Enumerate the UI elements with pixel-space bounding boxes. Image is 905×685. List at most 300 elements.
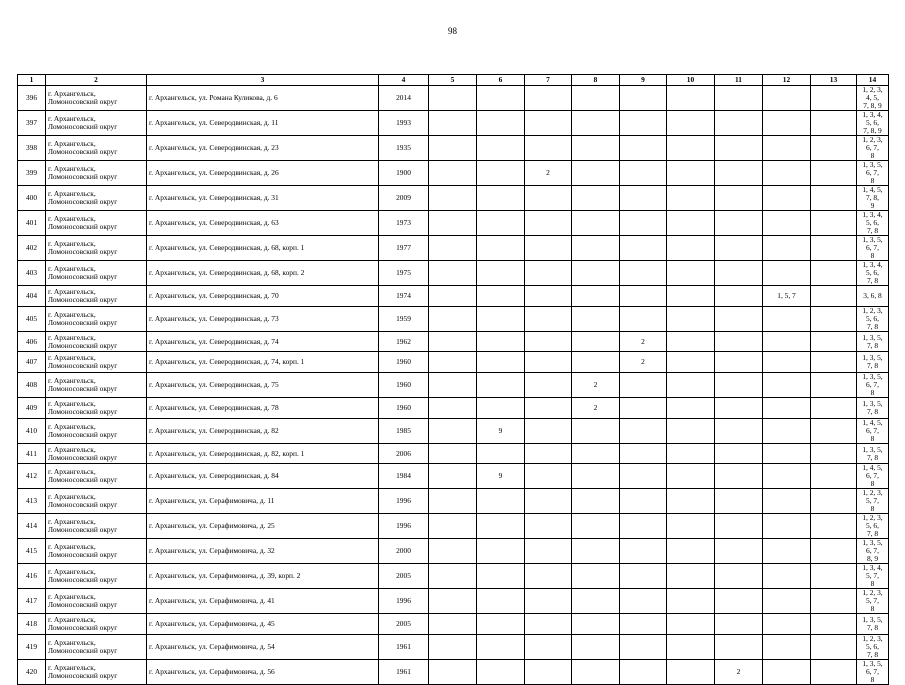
address-cell-text: г. Архангельск, ул. Серафимовича, д. 54	[149, 642, 275, 652]
row-number-cell-text: 415	[25, 546, 38, 556]
address-cell	[147, 373, 379, 398]
address-cell-text: г. Архангельск, ул. Северодвинская, д. 23	[149, 143, 279, 152]
col-14-cell	[857, 236, 889, 261]
col-11-cell	[715, 514, 763, 539]
address-cell	[147, 398, 379, 419]
row-number-cell-text: 399	[25, 168, 38, 177]
col-7-cell	[525, 660, 572, 685]
col-5-cell	[429, 236, 477, 261]
col-13-cell	[811, 614, 857, 635]
col-9-cell	[620, 564, 667, 589]
district-cell	[46, 306, 147, 331]
col-10-cell	[667, 564, 715, 589]
address-cell-text: г. Архангельск, ул. Северодвинская, д. 75	[149, 380, 279, 390]
district-cell	[46, 514, 147, 539]
col-11-cell	[715, 211, 763, 236]
col-8-cell-text: 2	[593, 402, 598, 412]
col-7-cell	[525, 373, 572, 398]
col-6-cell-text: 9	[498, 471, 503, 481]
row-number-cell	[18, 136, 46, 161]
col-13-cell	[811, 464, 857, 489]
col-6-cell	[477, 236, 525, 261]
col-12-cell	[763, 331, 811, 352]
year-cell	[379, 211, 429, 236]
col-9-cell-text: 2	[641, 336, 645, 346]
address-cell-text: г. Архангельск, ул. Серафимовича, д. 45	[149, 619, 275, 629]
row-number-cell-text: 403	[25, 268, 38, 277]
table-row	[18, 261, 889, 286]
row-number-cell	[18, 86, 46, 111]
col-5-cell	[429, 564, 477, 589]
col-6-cell	[477, 464, 525, 489]
col-10-cell	[667, 443, 715, 464]
district-cell-text: г. Архангельск,	[48, 444, 96, 454]
col-12-cell	[763, 161, 811, 186]
table-row	[18, 489, 889, 514]
col-11-cell	[715, 539, 763, 564]
row-number-cell-text: 405	[25, 313, 38, 323]
col-6-cell	[477, 635, 525, 660]
col-12-cell	[763, 589, 811, 614]
col-5-cell	[429, 443, 477, 464]
col-5-cell	[429, 161, 477, 186]
col-14-cell	[857, 352, 889, 373]
col-14-cell-text: 1, 3, 5, 6, 7,	[862, 659, 883, 677]
year-cell-text: 1977	[396, 243, 411, 252]
district-cell-text: г. Архангельск,	[48, 189, 96, 198]
year-cell-text: 1959	[396, 313, 411, 323]
col-13-cell	[811, 489, 857, 514]
address-cell-text: г. Архангельск, ул. Северодвинская, д. 63	[149, 218, 279, 227]
col-14-cell	[857, 635, 889, 660]
col-14-cell-text: 1, 3, 5, 7, 8	[862, 615, 883, 633]
row-number-cell	[18, 489, 46, 514]
column-header: 13	[811, 75, 857, 86]
col-8-cell	[572, 489, 620, 514]
district-cell	[46, 373, 147, 398]
col-5-cell	[429, 660, 477, 685]
district-cell	[46, 86, 147, 111]
col-7-cell	[525, 136, 572, 161]
district-cell	[46, 564, 147, 589]
district-cell-text: Ломоносовский округ	[48, 575, 118, 585]
col-8-cell	[572, 86, 620, 111]
col-9-cell	[620, 514, 667, 539]
col-14-cell-text: 7, 8	[866, 529, 879, 539]
col-14-cell	[857, 489, 889, 514]
col-10-cell	[667, 373, 715, 398]
col-11-cell	[715, 136, 763, 161]
col-14-cell-text: 7, 8	[866, 226, 879, 235]
address-cell-text: г. Архангельск, ул. Северодвинская, д. 74, корп. 1	[149, 357, 305, 367]
row-number-cell-text: 416	[25, 571, 38, 581]
address-cell	[147, 261, 379, 286]
col-6-cell	[477, 418, 525, 443]
col-9-cell	[620, 398, 667, 419]
district-cell-text: г. Архангельск,	[48, 309, 96, 319]
district-cell-text: Ломоносовский округ	[48, 122, 118, 131]
col-8-cell	[572, 660, 620, 685]
year-cell	[379, 186, 429, 211]
col-6-cell	[477, 211, 525, 236]
col-6-cell	[477, 514, 525, 539]
col-11-cell	[715, 589, 763, 614]
col-14-cell	[857, 331, 889, 352]
row-number-cell-text: 408	[25, 380, 38, 390]
column-header: 10	[667, 75, 715, 86]
col-6-cell	[477, 306, 525, 331]
address-cell	[147, 331, 379, 352]
year-cell	[379, 443, 429, 464]
col-5-cell	[429, 186, 477, 211]
col-14-cell-text: 1, 2, 3, 6, 7,	[862, 135, 883, 152]
col-10-cell	[667, 211, 715, 236]
col-10-cell	[667, 539, 715, 564]
year-cell	[379, 635, 429, 660]
col-12-cell	[763, 286, 811, 307]
col-8-cell	[572, 443, 620, 464]
col-14-cell	[857, 398, 889, 419]
col-12-cell	[763, 398, 811, 419]
table-row	[18, 398, 889, 419]
col-14-cell-text: 8	[870, 604, 875, 614]
district-cell-text: г. Архангельск,	[48, 239, 96, 248]
col-8-cell	[572, 136, 620, 161]
col-8-cell	[572, 564, 620, 589]
col-7-cell	[525, 186, 572, 211]
address-cell-text: г. Архангельск, ул. Северодвинская, д. 82, корп. 1	[149, 448, 305, 458]
col-5-cell	[429, 111, 477, 136]
col-10-cell	[667, 236, 715, 261]
col-8-cell	[572, 161, 620, 186]
year-cell-text: 1960	[396, 402, 411, 412]
year-cell-text: 1985	[396, 425, 411, 435]
col-9-cell	[620, 614, 667, 635]
col-7-cell	[525, 211, 572, 236]
column-header: 2	[46, 75, 147, 86]
row-number-cell	[18, 539, 46, 564]
col-10-cell	[667, 331, 715, 352]
col-7-cell	[525, 589, 572, 614]
page-number: 98	[448, 26, 457, 36]
address-cell	[147, 186, 379, 211]
district-cell-text: Ломоносовский округ	[48, 294, 118, 304]
col-14-cell	[857, 589, 889, 614]
district-cell	[46, 539, 147, 564]
col-13-cell	[811, 211, 857, 236]
col-5-cell	[429, 261, 477, 286]
year-cell	[379, 236, 429, 261]
address-cell	[147, 443, 379, 464]
col-13-cell	[811, 286, 857, 307]
col-13-cell	[811, 589, 857, 614]
year-cell	[379, 489, 429, 514]
col-12-cell	[763, 464, 811, 489]
col-10-cell	[667, 514, 715, 539]
col-13-cell	[811, 660, 857, 685]
address-cell-text: г. Архангельск, ул. Северодвинская, д. 70	[149, 290, 279, 300]
col-14-cell	[857, 514, 889, 539]
year-cell-text: 1996	[396, 596, 411, 606]
row-number-cell	[18, 614, 46, 635]
year-cell	[379, 373, 429, 398]
col-14-cell-text: 8	[870, 479, 875, 489]
year-cell-text: 2000	[396, 546, 411, 556]
col-14-cell-text: 1, 2, 3, 5, 6,	[862, 306, 883, 323]
col-8-cell	[572, 261, 620, 286]
col-7-cell	[525, 306, 572, 331]
col-12-cell	[763, 489, 811, 514]
address-cell-text: г. Архангельск, ул. Северодвинская, д. 26	[149, 168, 279, 177]
year-cell	[379, 111, 429, 136]
district-cell	[46, 589, 147, 614]
col-9-cell	[620, 111, 667, 136]
district-cell	[46, 261, 147, 286]
district-cell-text: г. Архангельск,	[48, 89, 96, 98]
year-cell-text: 2005	[396, 571, 411, 581]
col-6-cell	[477, 443, 525, 464]
district-cell-text: г. Архангельск,	[48, 139, 96, 148]
col-13-cell	[811, 111, 857, 136]
col-14-cell	[857, 161, 889, 186]
col-9-cell	[620, 489, 667, 514]
col-12-cell	[763, 614, 811, 635]
col-7-cell	[525, 398, 572, 419]
table-row	[18, 589, 889, 614]
col-12-cell	[763, 86, 811, 111]
col-12-cell	[763, 418, 811, 443]
col-6-cell	[477, 373, 525, 398]
district-cell	[46, 111, 147, 136]
col-9-cell	[620, 136, 667, 161]
col-14-cell	[857, 564, 889, 589]
row-number-cell	[18, 418, 46, 443]
col-5-cell	[429, 418, 477, 443]
address-cell	[147, 211, 379, 236]
col-14-cell-text: 7, 8	[866, 650, 879, 660]
col-10-cell	[667, 660, 715, 685]
registry-table	[17, 74, 889, 685]
col-7-cell	[525, 464, 572, 489]
year-cell	[379, 614, 429, 635]
address-cell	[147, 111, 379, 136]
col-8-cell	[572, 286, 620, 307]
col-14-cell-text: 1, 3, 4, 5, 6,	[862, 110, 883, 127]
col-13-cell	[811, 136, 857, 161]
col-6-cell	[477, 614, 525, 635]
address-cell	[147, 489, 379, 514]
year-cell	[379, 136, 429, 161]
col-14-cell-text: 7, 8, 9	[863, 101, 882, 110]
col-6-cell	[477, 261, 525, 286]
year-cell	[379, 564, 429, 589]
col-12-cell	[763, 236, 811, 261]
district-cell-text: Ломоносовский округ	[48, 475, 118, 485]
district-cell	[46, 161, 147, 186]
col-14-cell	[857, 306, 889, 331]
year-cell	[379, 464, 429, 489]
district-cell	[46, 464, 147, 489]
year-cell	[379, 261, 429, 286]
col-11-cell	[715, 635, 763, 660]
column-header: 12	[763, 75, 811, 86]
col-14-cell	[857, 261, 889, 286]
col-13-cell	[811, 306, 857, 331]
col-7-cell	[525, 443, 572, 464]
col-11-cell	[715, 111, 763, 136]
col-14-cell-text: 8, 9	[866, 554, 879, 564]
year-cell-text: 1996	[396, 496, 411, 506]
district-cell-text: Ломоносовский округ	[48, 406, 118, 416]
district-cell-text: г. Архангельск,	[48, 542, 96, 552]
col-11-cell	[715, 286, 763, 307]
table-row	[18, 564, 889, 589]
col-7-cell	[525, 286, 572, 307]
district-cell-text: Ломоносовский округ	[48, 272, 118, 281]
col-14-cell-text: 1, 3, 5, 6, 7,	[862, 372, 883, 390]
year-cell	[379, 660, 429, 685]
row-number-cell-text: 419	[25, 642, 38, 652]
col-11-cell	[715, 373, 763, 398]
col-14-cell	[857, 614, 889, 635]
col-11-cell	[715, 398, 763, 419]
col-14-cell	[857, 539, 889, 564]
col-14-cell-text: 1, 2, 3, 5, 6,	[862, 513, 883, 531]
col-11-cell	[715, 236, 763, 261]
year-cell-text: 2005	[396, 619, 411, 629]
district-cell-text: Ломоносовский округ	[48, 429, 118, 439]
col-13-cell	[811, 398, 857, 419]
address-cell	[147, 286, 379, 307]
row-number-cell	[18, 352, 46, 373]
col-8-cell	[572, 111, 620, 136]
col-14-cell-text: 8	[870, 176, 875, 185]
row-number-cell-text: 398	[25, 143, 38, 152]
col-14-cell-text: 7, 8	[866, 276, 879, 285]
district-cell-text: Ломоносовский округ	[48, 452, 118, 462]
table-row	[18, 306, 889, 331]
district-cell-text: Ломоносовский округ	[48, 247, 118, 256]
col-14-cell-text: 8	[870, 504, 875, 514]
header-row	[18, 75, 889, 86]
col-8-cell	[572, 539, 620, 564]
col-11-cell	[715, 418, 763, 443]
row-number-cell	[18, 211, 46, 236]
col-14-cell-text: 8	[870, 151, 875, 160]
district-cell	[46, 286, 147, 307]
col-14-cell	[857, 373, 889, 398]
col-14-cell	[857, 464, 889, 489]
col-11-cell	[715, 564, 763, 589]
address-cell	[147, 635, 379, 660]
table-row	[18, 614, 889, 635]
address-cell-text: г. Архангельск, ул. Северодвинская, д. 73	[149, 313, 279, 323]
col-14-cell-text: 1, 2, 3, 5, 7,	[862, 588, 883, 606]
col-6-cell	[477, 660, 525, 685]
col-11-cell	[715, 161, 763, 186]
col-5-cell	[429, 464, 477, 489]
column-header: 1	[18, 75, 46, 86]
col-14-cell-text: 8	[870, 251, 875, 260]
col-5-cell	[429, 136, 477, 161]
district-cell-text: г. Архангельск,	[48, 592, 96, 602]
col-6-cell	[477, 564, 525, 589]
col-10-cell	[667, 398, 715, 419]
address-cell	[147, 564, 379, 589]
col-11-cell	[715, 352, 763, 373]
col-11-cell	[715, 331, 763, 352]
district-cell	[46, 418, 147, 443]
col-11-cell	[715, 614, 763, 635]
col-14-cell-text: 1, 3, 4, 5, 6,	[862, 260, 883, 277]
district-cell	[46, 635, 147, 660]
col-5-cell	[429, 211, 477, 236]
col-10-cell	[667, 186, 715, 211]
col-12-cell	[763, 514, 811, 539]
district-cell	[46, 443, 147, 464]
col-8-cell	[572, 211, 620, 236]
col-12-cell	[763, 261, 811, 286]
year-cell-text: 1962	[396, 336, 411, 346]
col-10-cell	[667, 464, 715, 489]
row-number-cell	[18, 564, 46, 589]
col-14-cell	[857, 286, 889, 307]
district-cell-text: Ломоносовский округ	[48, 361, 118, 371]
col-10-cell	[667, 86, 715, 111]
district-cell-text: Ломоносовский округ	[48, 384, 118, 394]
year-cell	[379, 398, 429, 419]
col-10-cell	[667, 261, 715, 286]
year-cell-text: 1973	[396, 218, 411, 227]
row-number-cell-text: 413	[25, 496, 38, 506]
col-14-cell-text: 1, 3, 4, 5, 6,	[862, 210, 883, 227]
col-11-cell	[715, 306, 763, 331]
address-cell-text: г. Архангельск, ул. Северодвинская, д. 68, корп. 1	[149, 243, 305, 252]
col-7-cell	[525, 614, 572, 635]
row-number-cell	[18, 161, 46, 186]
col-14-cell	[857, 418, 889, 443]
row-number-cell-text: 417	[25, 596, 38, 606]
col-5-cell	[429, 589, 477, 614]
district-cell-text: Ломоносовский округ	[48, 340, 118, 350]
col-10-cell	[667, 418, 715, 443]
district-cell-text: г. Архангельск,	[48, 567, 96, 577]
row-number-cell-text: 412	[25, 471, 38, 481]
col-14-cell-text: 8	[870, 433, 875, 443]
col-8-cell	[572, 418, 620, 443]
district-cell-text: Ломоносовский округ	[48, 623, 118, 633]
col-14-cell-text: 1, 2, 3, 4, 5,	[862, 85, 883, 102]
row-number-cell	[18, 464, 46, 489]
district-cell	[46, 660, 147, 685]
table-row	[18, 286, 889, 307]
col-13-cell	[811, 86, 857, 111]
col-10-cell	[667, 111, 715, 136]
col-10-cell	[667, 161, 715, 186]
address-cell-text: г. Архангельск, ул. Серафимовича, д. 11	[149, 496, 275, 506]
col-11-cell	[715, 443, 763, 464]
col-9-cell	[620, 331, 667, 352]
col-9-cell	[620, 261, 667, 286]
col-8-cell	[572, 331, 620, 352]
address-cell-text: г. Архангельск, ул. Серафимовича, д. 39, корп. 2	[149, 571, 301, 581]
column-header: 4	[379, 75, 429, 86]
col-5-cell	[429, 331, 477, 352]
col-14-cell	[857, 111, 889, 136]
address-cell	[147, 589, 379, 614]
col-14-cell-text: 1, 3, 5, 7, 8	[862, 353, 883, 371]
district-cell-text: Ломоносовский округ	[48, 147, 118, 156]
